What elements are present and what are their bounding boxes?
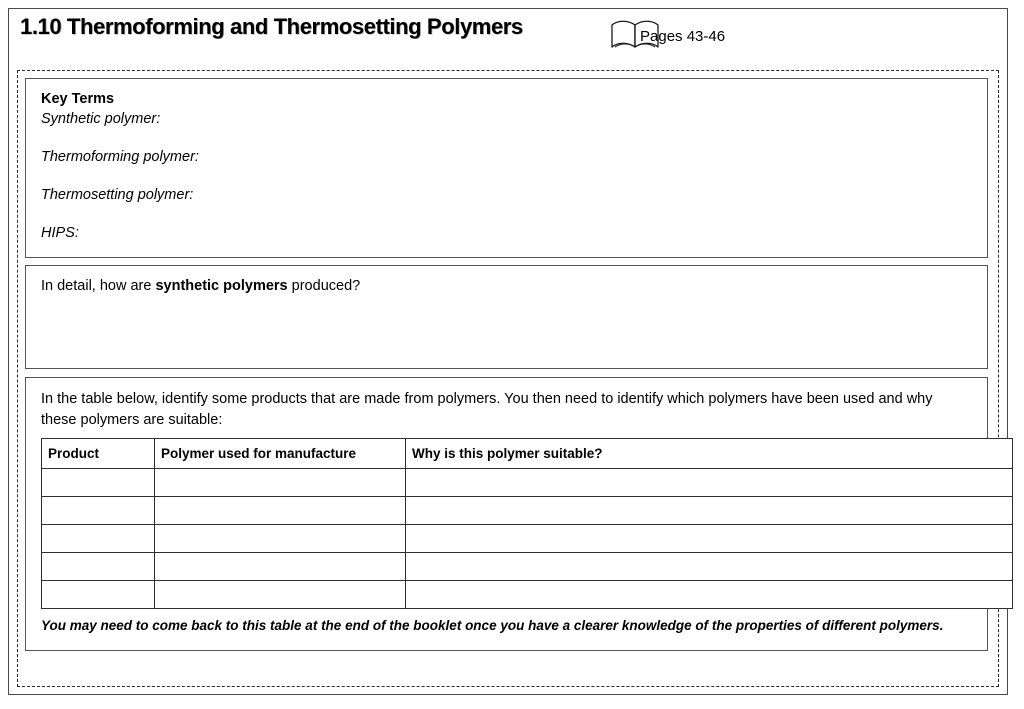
table-header-row — [42, 439, 1013, 469]
question-emphasis: synthetic polymers — [155, 278, 288, 294]
table-footnote: You may need to come back to this table at the end of the booklet once you have a clearer knowledge of the properties of different polymers. — [41, 618, 944, 633]
column-header-why: Why is this polymer suitable? — [406, 439, 1013, 469]
table-row — [42, 497, 1013, 525]
table-box — [25, 377, 988, 651]
cell-polymer[interactable] — [155, 469, 406, 497]
pages-label: Pages 43-46 — [640, 28, 726, 45]
key-term-synthetic-polymer: Synthetic polymer: — [41, 111, 161, 127]
question-prompt — [41, 278, 360, 294]
table-row — [42, 469, 1013, 497]
cell-polymer[interactable] — [155, 553, 406, 581]
table-row — [42, 581, 1013, 609]
key-terms-heading: Key Terms — [41, 91, 115, 107]
cell-why[interactable] — [406, 497, 1013, 525]
question-box — [25, 265, 988, 369]
column-header-polymer: Polymer used for manufacture — [155, 439, 406, 469]
cell-product[interactable] — [42, 469, 155, 497]
key-term-thermoforming-polymer: Thermoforming polymer: — [41, 149, 199, 165]
cell-why[interactable] — [406, 553, 1013, 581]
cell-why[interactable] — [406, 525, 1013, 553]
content-dashed-region — [17, 70, 999, 687]
table-row — [42, 553, 1013, 581]
table-instructions: In the table below, identify some products that are made from polymers. You then need to identify which polymers have been used and why these polymers are suitable: — [41, 391, 933, 428]
polymer-products-table — [41, 438, 1013, 609]
cell-product[interactable] — [42, 497, 155, 525]
key-term-hips: HIPS: — [41, 225, 79, 241]
question-prefix: In detail, how are — [41, 278, 156, 294]
cell-polymer[interactable] — [155, 581, 406, 609]
cell-why[interactable] — [406, 581, 1013, 609]
cell-why[interactable] — [406, 469, 1013, 497]
table-row — [42, 525, 1013, 553]
column-header-product: Product — [42, 439, 155, 469]
pages-reference — [608, 14, 808, 54]
cell-product[interactable] — [42, 553, 155, 581]
key-term-thermosetting-polymer: Thermosetting polymer: — [41, 187, 194, 203]
cell-polymer[interactable] — [155, 497, 406, 525]
key-terms-box — [25, 78, 988, 258]
cell-product[interactable] — [42, 581, 155, 609]
page-title: 1.10 Thermoforming and Thermosetting Polymers — [20, 14, 523, 39]
question-suffix: produced? — [287, 278, 361, 294]
header-band — [10, 2, 988, 60]
cell-product[interactable] — [42, 525, 155, 553]
cell-polymer[interactable] — [155, 525, 406, 553]
